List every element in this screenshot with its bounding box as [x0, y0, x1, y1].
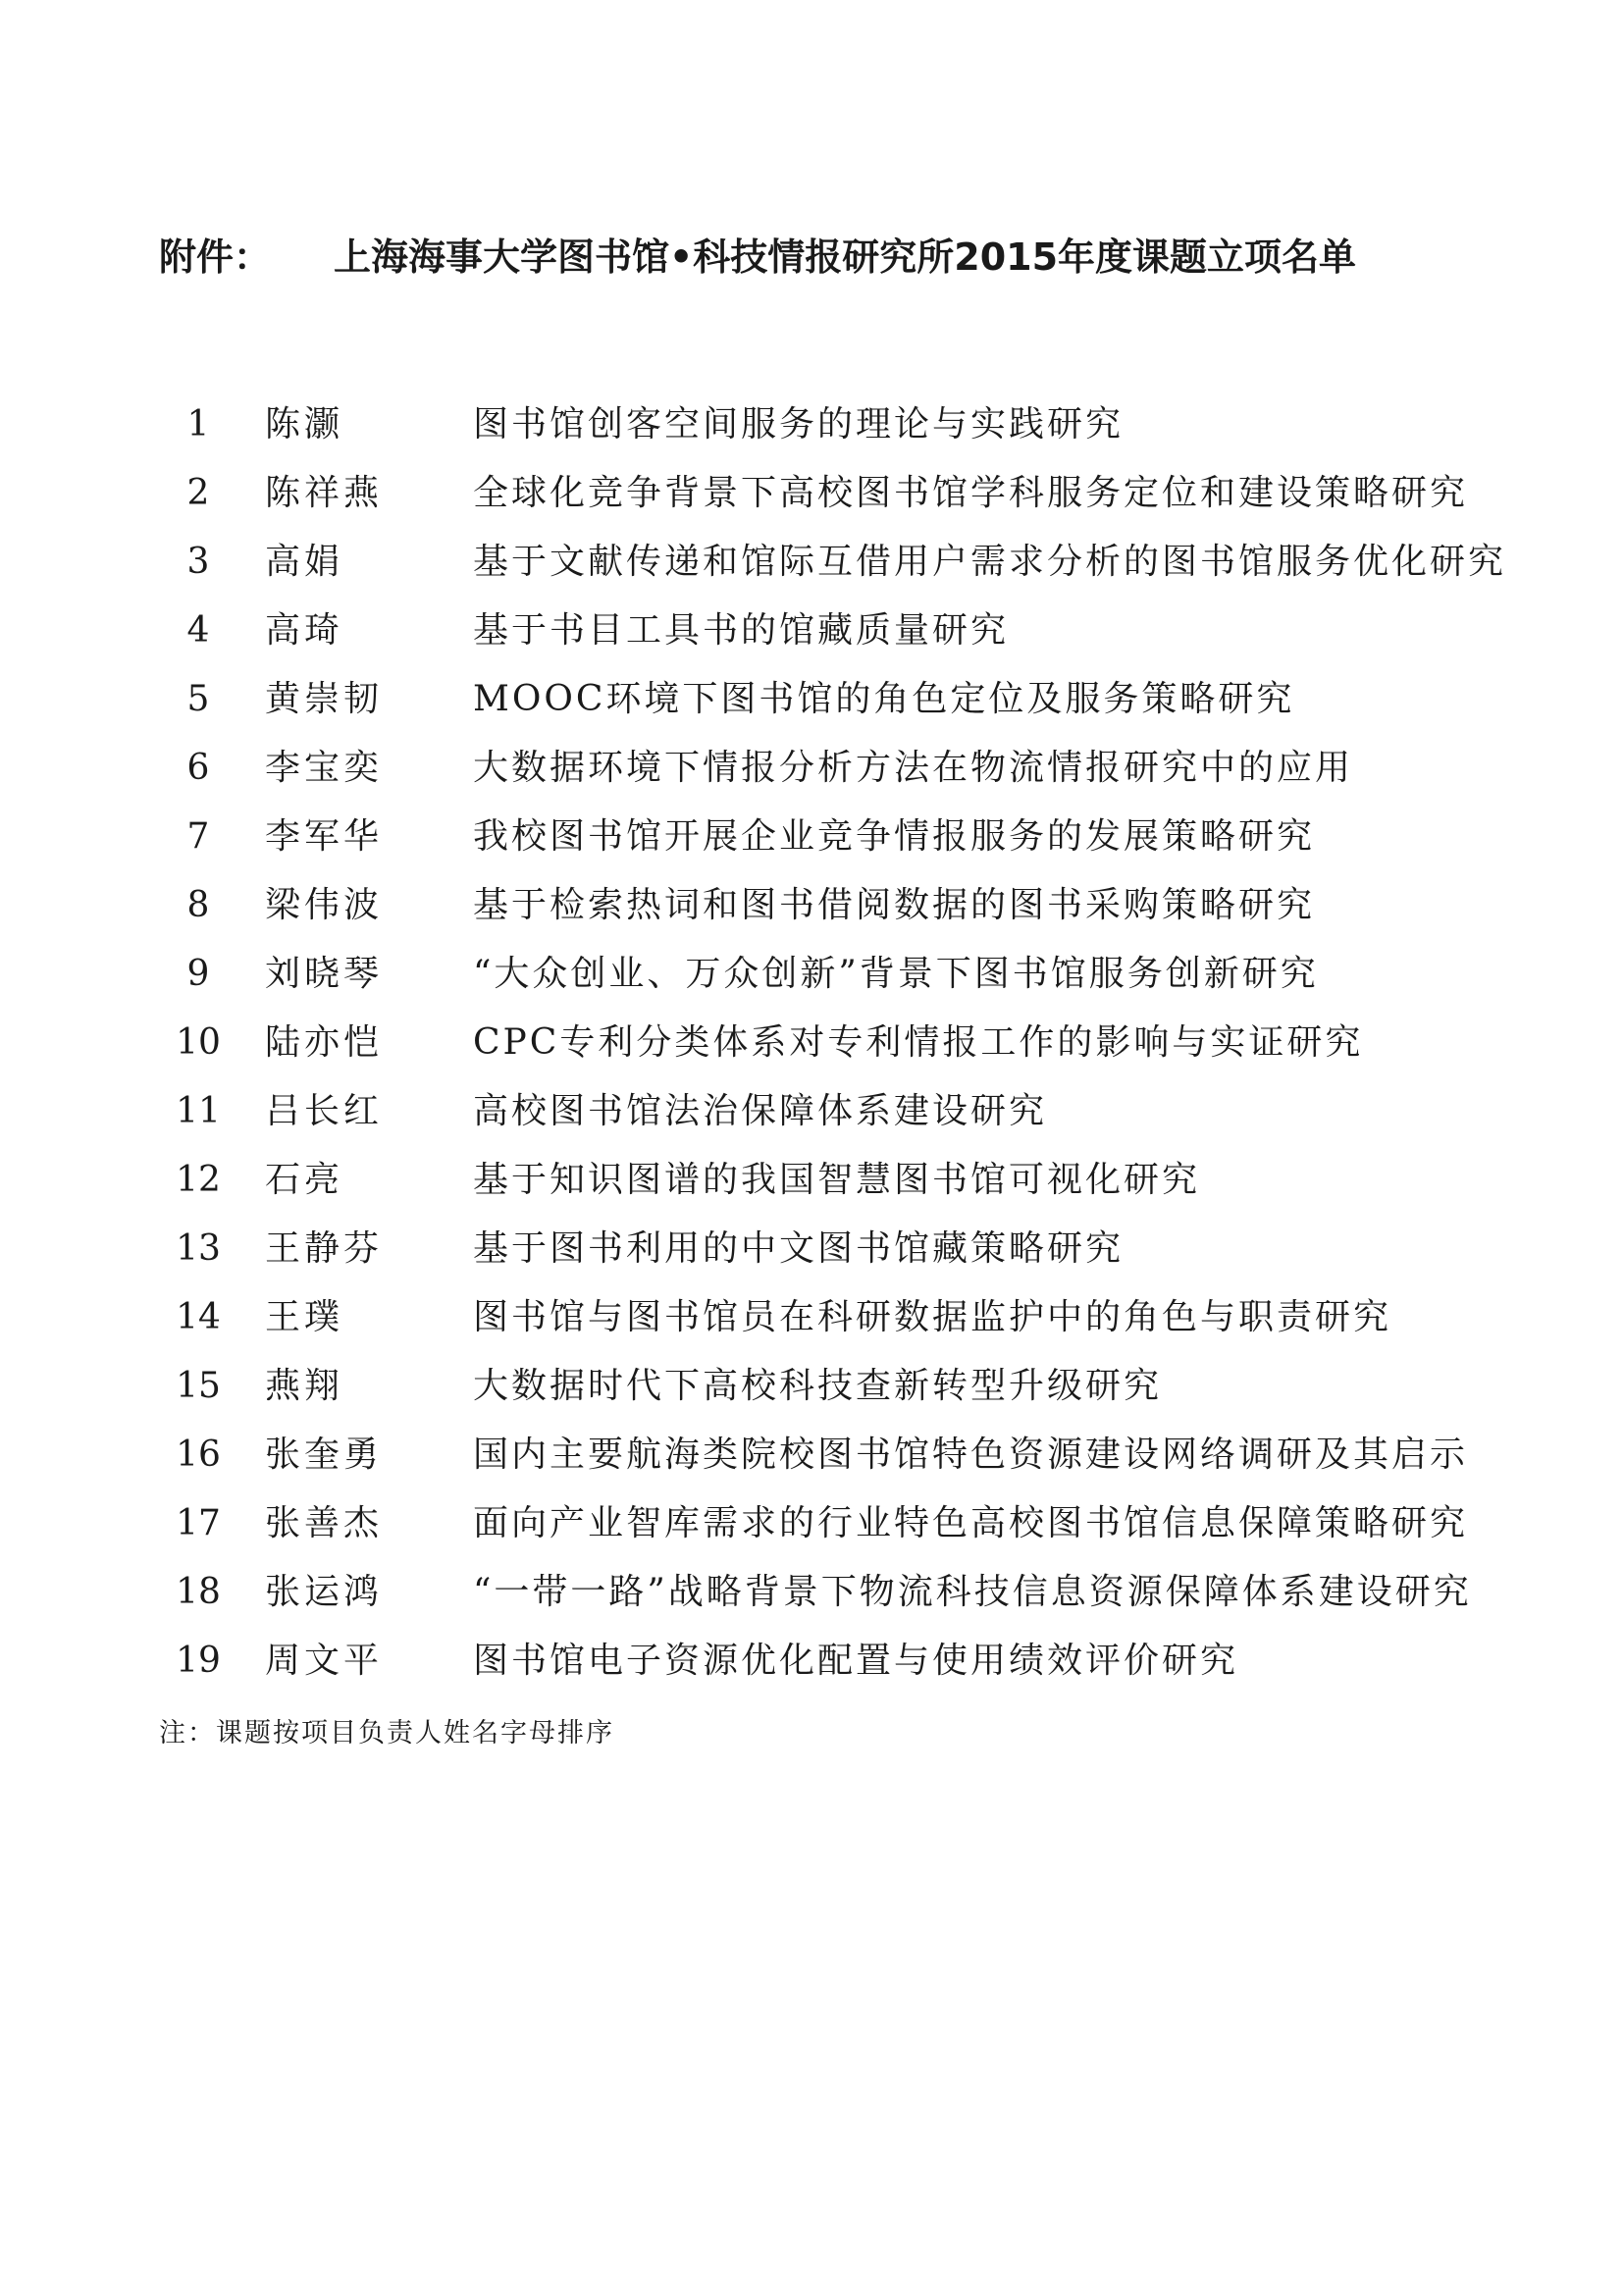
project-leader-name: 陆亦恺	[265, 1022, 384, 1063]
list-item	[159, 1283, 1533, 1352]
project-topic: 图书馆创客空间服务的理论与实践研究	[473, 404, 1125, 444]
list-item	[159, 1077, 1533, 1146]
document-title: 上海海事大学图书馆•科技情报研究所2015年度课题立项名单	[334, 235, 1357, 279]
project-topic: “大众创业、万众创新”背景下图书馆服务创新研究	[473, 954, 1319, 994]
item-number: 14	[176, 1297, 221, 1337]
project-topic: 大数据环境下情报分析方法在物流情报研究中的应用	[473, 748, 1354, 788]
list-item	[159, 1146, 1533, 1215]
project-topic: 基于知识图谱的我国智慧图书馆可视化研究	[473, 1160, 1201, 1200]
project-topic: 我校图书馆开展企业竞争情报服务的发展策略研究	[473, 816, 1316, 857]
list-item	[159, 1489, 1533, 1558]
list-item	[159, 940, 1533, 1009]
project-topic: CPC专利分类体系对专利情报工作的影响与实证研究	[473, 1022, 1364, 1063]
project-leader-name: 张奎勇	[265, 1435, 384, 1475]
project-leader-name: 黄崇韧	[265, 679, 384, 719]
project-leader-name: 周文平	[265, 1641, 384, 1681]
project-leader-name: 李宝奕	[265, 748, 384, 788]
project-leader-name: 石亮	[265, 1160, 344, 1200]
project-topic: 基于图书利用的中文图书馆藏策略研究	[473, 1228, 1125, 1269]
project-leader-name: 燕翔	[265, 1366, 344, 1406]
list-item	[159, 1352, 1533, 1421]
project-topic: 基于检索热词和图书借阅数据的图书采购策略研究	[473, 885, 1316, 925]
item-number: 2	[186, 473, 210, 513]
project-leader-name: 高琦	[265, 610, 344, 651]
footnote: 注：课题按项目负责人姓名字母排序	[159, 1718, 614, 1748]
project-topic: 图书馆与图书馆员在科研数据监护中的角色与职责研究	[473, 1297, 1392, 1337]
list-item	[159, 1627, 1533, 1696]
item-number: 10	[176, 1022, 221, 1063]
project-list	[159, 391, 1533, 1696]
project-leader-name: 王璞	[265, 1297, 344, 1337]
item-number: 5	[186, 679, 210, 719]
project-leader-name: 刘晓琴	[265, 954, 384, 994]
item-number: 11	[176, 1091, 221, 1131]
item-number: 12	[176, 1160, 221, 1200]
item-number: 9	[186, 954, 210, 994]
project-leader-name: 高娟	[265, 542, 344, 582]
project-leader-name: 张善杰	[265, 1503, 384, 1543]
item-number: 13	[176, 1228, 221, 1269]
project-topic: 基于文献传递和馆际互借用户需求分析的图书馆服务优化研究	[473, 542, 1507, 582]
project-topic: “一带一路”战略背景下物流科技信息资源保障体系建设研究	[473, 1572, 1472, 1612]
list-item	[159, 459, 1533, 528]
project-leader-name: 王静芬	[265, 1228, 384, 1269]
list-item	[159, 528, 1533, 597]
project-leader-name: 梁伟波	[265, 885, 384, 925]
list-item	[159, 871, 1533, 940]
document-heading	[159, 228, 1513, 287]
project-leader-name: 张运鸿	[265, 1572, 384, 1612]
item-number: 17	[176, 1503, 221, 1543]
project-topic: 面向产业智库需求的行业特色高校图书馆信息保障策略研究	[473, 1503, 1469, 1543]
list-item	[159, 803, 1533, 871]
item-number: 6	[186, 748, 210, 788]
list-item	[159, 665, 1533, 734]
project-leader-name: 陈灏	[265, 404, 344, 444]
project-leader-name: 吕长红	[265, 1091, 384, 1131]
item-number: 16	[176, 1435, 221, 1475]
item-number: 4	[186, 610, 210, 651]
item-number: 7	[186, 816, 210, 857]
project-topic: 全球化竞争背景下高校图书馆学科服务定位和建设策略研究	[473, 473, 1469, 513]
project-topic: 图书馆电子资源优化配置与使用绩效评价研究	[473, 1641, 1239, 1681]
list-item	[159, 1558, 1533, 1627]
item-number: 19	[176, 1641, 221, 1681]
project-topic: 高校图书馆法治保障体系建设研究	[473, 1091, 1048, 1131]
project-topic: MOOC环境下图书馆的角色定位及服务策略研究	[473, 679, 1295, 719]
list-item	[159, 597, 1533, 665]
list-item	[159, 1421, 1533, 1489]
list-item	[159, 391, 1533, 459]
item-number: 3	[186, 542, 210, 582]
project-leader-name: 李军华	[265, 816, 384, 857]
project-leader-name: 陈祥燕	[265, 473, 384, 513]
list-item	[159, 1009, 1533, 1077]
item-number: 18	[176, 1572, 221, 1612]
attachment-label: 附件：	[159, 235, 272, 279]
item-number: 1	[186, 404, 210, 444]
project-topic: 大数据时代下高校科技查新转型升级研究	[473, 1366, 1163, 1406]
project-topic: 基于书目工具书的馆藏质量研究	[473, 610, 1010, 651]
item-number: 15	[176, 1366, 221, 1406]
project-topic: 国内主要航海类院校图书馆特色资源建设网络调研及其启示	[473, 1435, 1469, 1475]
list-item	[159, 734, 1533, 803]
item-number: 8	[186, 885, 210, 925]
list-item	[159, 1215, 1533, 1283]
